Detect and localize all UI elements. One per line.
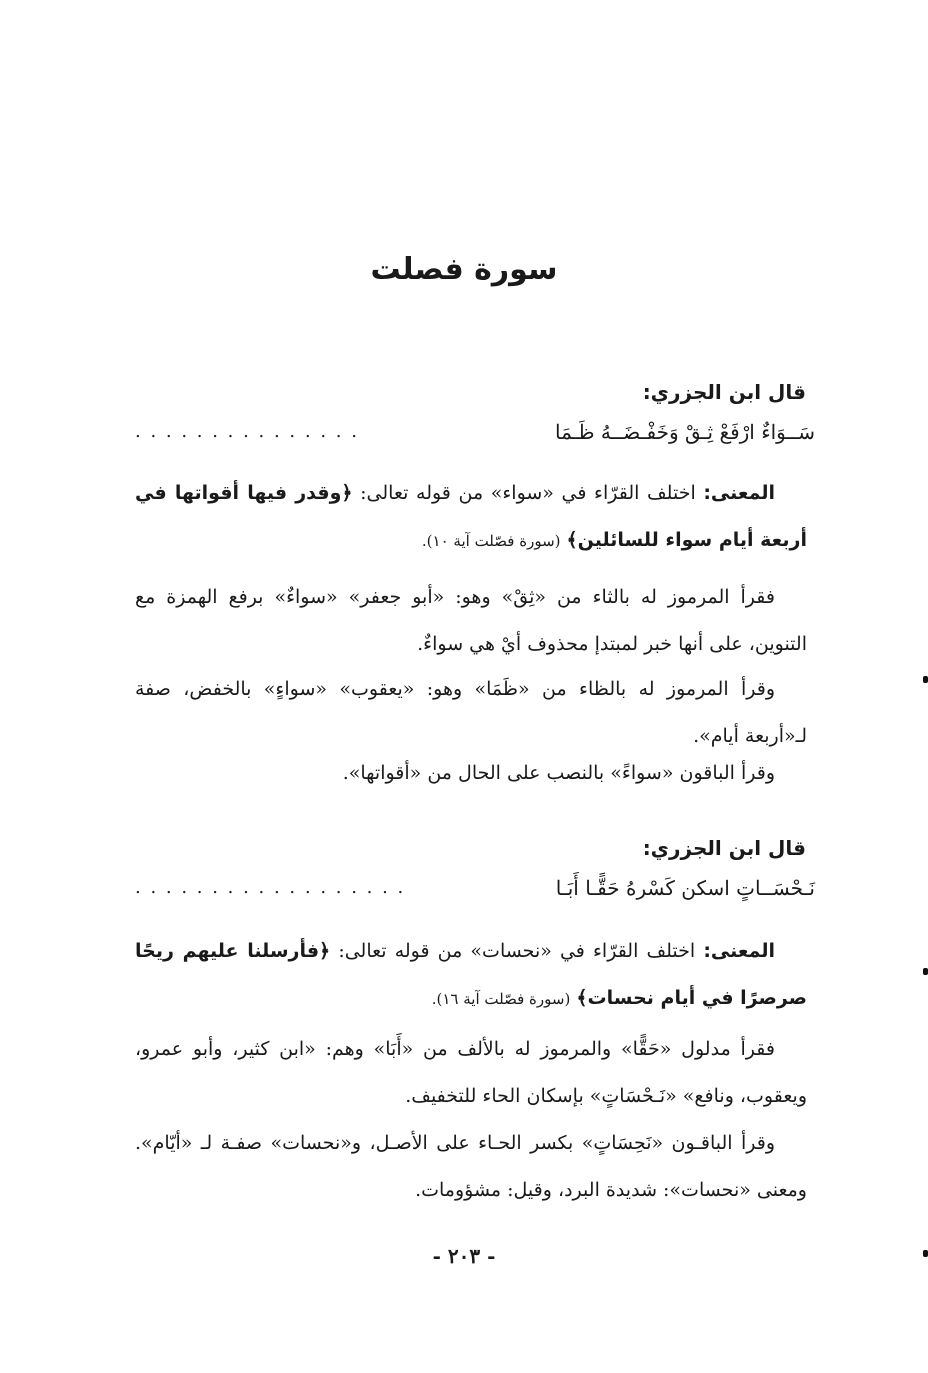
- meaning-paragraph: [135, 470, 807, 565]
- section-heading: قال ابن الجزري:: [642, 836, 806, 860]
- verse-text: نَـحْسَــاتٍ اسكن كَسْرهُ حَقًّـا أَبَـا: [555, 876, 815, 900]
- meaning-label: المعنى:: [703, 940, 776, 962]
- page-title: سورة فصلت: [370, 252, 558, 287]
- page-number: - ٢٠٣ -: [432, 1244, 496, 1268]
- meaning-intro: اختلف القرّاء في «سواء» من قوله تعالى:: [360, 482, 696, 504]
- verse-ellipsis: . . . . . . . . . . . . . . . . . .: [135, 877, 406, 898]
- verse-line: [135, 412, 815, 452]
- meaning-paragraph: [135, 928, 807, 1023]
- verse-text: سَــوَاءٌ ارْفَعْ ثِـقْ وَخَفْـضَــهُ ظَـمَا: [555, 420, 815, 444]
- meaning-label: المعنى:: [703, 482, 776, 504]
- section-heading: قال ابن الجزري:: [642, 380, 806, 404]
- reading-paragraph: وقرأ الباقـون «نَحِسَاتٍ» بكسر الحـاء على الأصـل، و«نحسات» صفـة لـ «أيّام». ومعنى «نحسات»: شديدة البرد، وقيل: مشؤومات.: [135, 1132, 807, 1201]
- surah-reference: (سورة فصّلت آية ١٠).: [421, 532, 561, 550]
- quran-quote: ﴿فأرسلنا عليهم ريحًا صرصرًا في أيام نحسات﴾: [135, 940, 807, 1009]
- reading-paragraph: فقرأ المرموز له بالثاء من «ثِقْ» وهو: «أبو جعفر» «سواءٌ» برفع الهمزة مع التنوين، على أنها خبر لمبتدإ محذوف أيْ هي سواءٌ.: [135, 586, 807, 655]
- scan-mark: [923, 1250, 928, 1257]
- quran-quote: ﴿وقدر فيها أقواتها في أربعة أيام سواء للسائلين﴾: [135, 482, 807, 551]
- reading-paragraph: فقرأ مدلول «حَقًّا» والمرموز له بالألف من «أَبَا» وهم: «ابن كثير، وأبو عمرو، ويعقوب، ونافع» «نَـحْسَاتٍ» بإسكان الحاء للتخفيف.: [135, 1038, 807, 1107]
- verse-line: [135, 868, 815, 908]
- scan-mark: [923, 968, 928, 975]
- scan-mark: [923, 676, 928, 683]
- reading-paragraph: وقرأ المرموز له بالظاء من «ظَمَا» وهو: «يعقوب» «سواءٍ» بالخفض، صفة لـ«أربعة أيام».: [135, 678, 807, 747]
- verse-ellipsis: . . . . . . . . . . . . . . .: [135, 421, 359, 442]
- reading-paragraph: وقرأ الباقون «سواءً» بالنصب على الحال من «أقواتها».: [342, 762, 775, 784]
- surah-reference: (سورة فصّلت آية ١٦).: [431, 990, 571, 1008]
- meaning-intro: اختلف القرّاء في «نحسات» من قوله تعالى:: [338, 940, 696, 962]
